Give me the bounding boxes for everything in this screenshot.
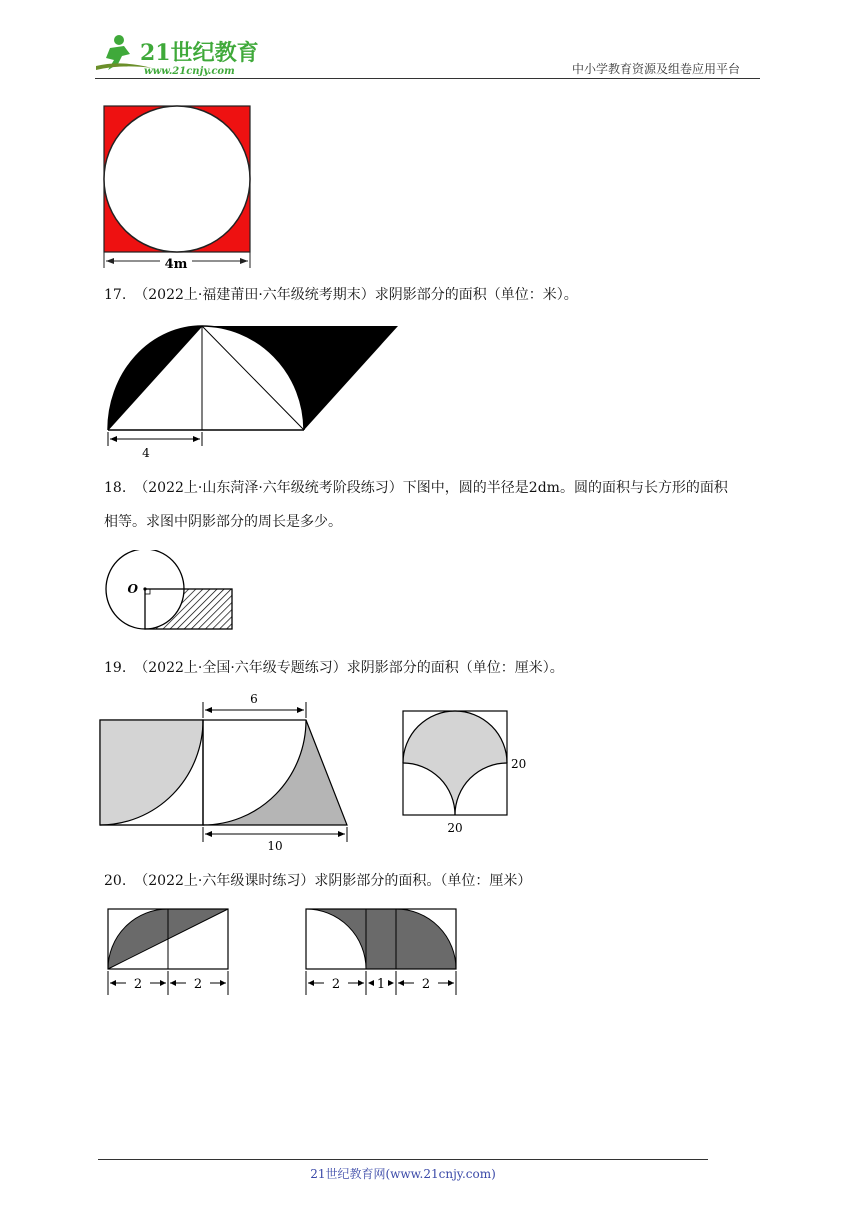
left-label: 2	[331, 977, 341, 992]
figure-20a	[100, 903, 240, 1007]
question-text-line1: （2022上·山东菏泽·六年级统考阶段练习）下图中，圆的半径是2dm。圆的面积与长方形的面积	[134, 480, 728, 496]
hatched-region	[145, 589, 232, 629]
bottom-label: 10	[267, 839, 283, 853]
middle-label: 1	[376, 977, 386, 992]
question-number: 20.	[104, 873, 127, 889]
question-20	[104, 865, 531, 897]
side-label: 20	[511, 757, 527, 771]
figure-20b	[298, 903, 468, 1007]
question-number: 18.	[104, 480, 127, 496]
question-text: （2022上·福建莆田·六年级统考期末）求阴影部分的面积（单位：米）。	[134, 287, 578, 303]
header-divider	[95, 78, 760, 79]
logo-url: www.21cnjy.com	[144, 66, 235, 77]
question-text: （2022上·全国·六年级专题练习）求阴影部分的面积（单位：厘米）。	[134, 660, 564, 676]
figure-19a	[95, 690, 360, 859]
question-text: （2022上·六年级课时练习）求阴影部分的面积。（单位：厘米）	[134, 873, 532, 889]
right-label: 2	[421, 977, 431, 992]
question-number: 17.	[104, 287, 127, 303]
width-label: 4m	[164, 257, 188, 272]
inscribed-circle	[104, 106, 250, 252]
shaded-region	[306, 909, 456, 969]
question-18	[104, 472, 728, 504]
site-logo	[92, 30, 262, 78]
right-label: 2	[193, 977, 203, 992]
footer-divider	[98, 1159, 708, 1160]
center-label: O	[127, 582, 138, 596]
length-label: 4	[142, 446, 150, 460]
shaded-trapezoid	[203, 720, 347, 825]
logo-title: 21世纪教育	[140, 40, 259, 66]
platform-name: 中小学教育资源及组卷应用平台	[572, 62, 741, 76]
question-19	[104, 652, 564, 684]
bottom-label: 20	[447, 821, 463, 835]
left-label: 2	[133, 977, 143, 992]
question-18-line2: 相等。求图中阴影部分的周长是多少。	[104, 514, 342, 530]
figure-18	[100, 550, 240, 644]
question-number: 19.	[104, 660, 127, 676]
figure-19b	[395, 702, 535, 846]
figure-16-square-circle	[98, 100, 263, 279]
figure-17	[100, 320, 410, 469]
question-17	[104, 279, 578, 311]
top-label: 6	[250, 692, 258, 706]
shaded-right	[202, 326, 398, 430]
footer-link[interactable]: 21世纪教育网(www.21cnjy.com)	[310, 1167, 496, 1181]
